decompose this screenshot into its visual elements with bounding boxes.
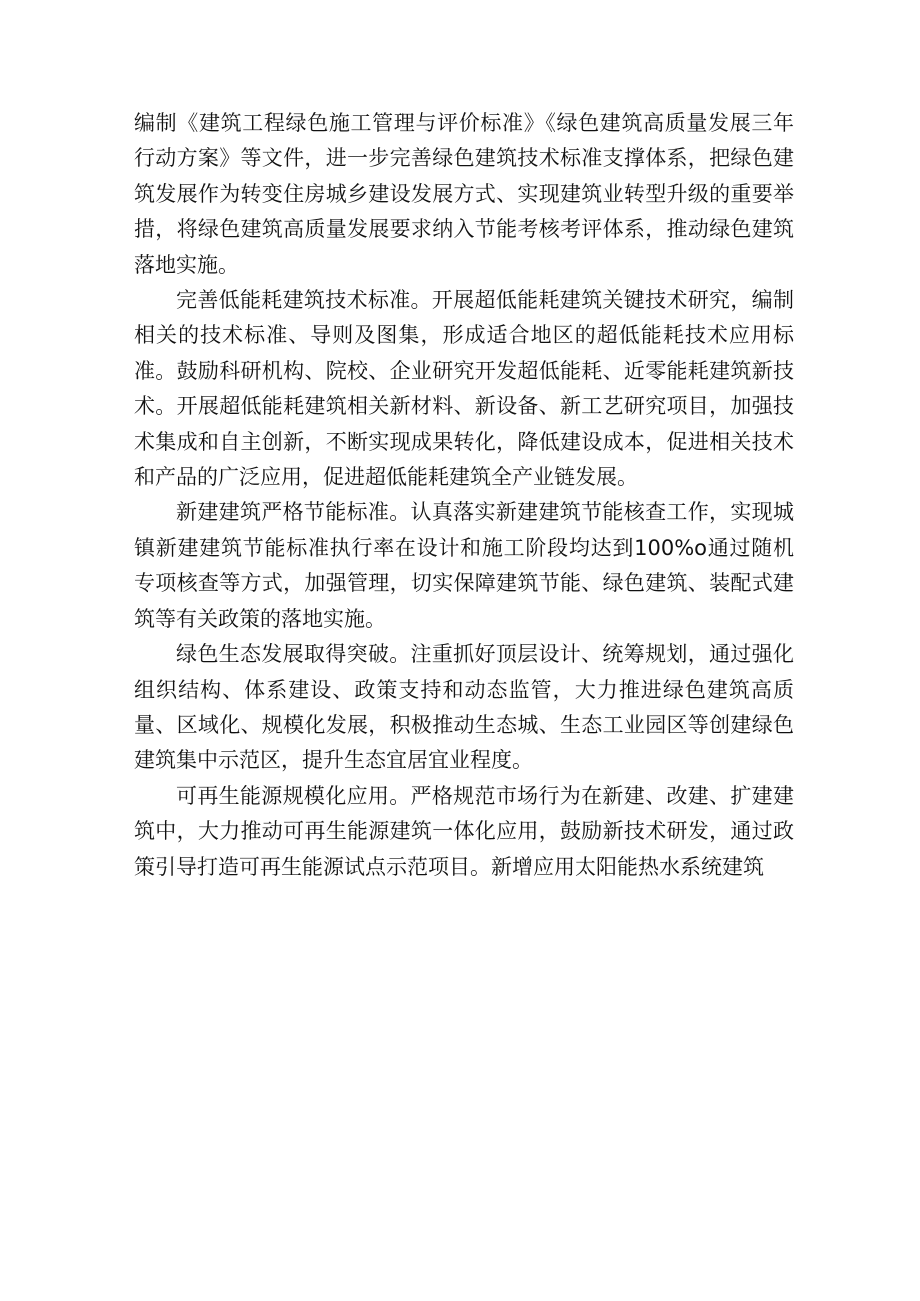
paragraph-5: 可再生能源规模化应用。严格规范市场行为在新建、改建、扩建建筑中，大力推动可再生能源建筑一体化应用，鼓励新技术研发，通过政策引导打造可再生能源试点示范项目。新增应用太阳能热水系统建筑	[134, 783, 794, 879]
paragraph-4: 绿色生态发展取得突破。注重抓好顶层设计、统筹规划，通过强化组织结构、体系建设、政策支持和动态监管，大力推进绿色建筑高质量、区域化、规模化发展，积极推动生态城、生态工业园区等创建绿色建筑集中示范区，提升生态宜居宜业程度。	[134, 642, 794, 773]
document-body	[134, 106, 794, 885]
paragraph-1: 编制《建筑工程绿色施工管理与评价标准》《绿色建筑高质量发展三年行动方案》等文件，进一步完善绿色建筑技术标准支撑体系，把绿色建筑发展作为转变住房城乡建设发展方式、实现建筑业转型升级的重要举措，将绿色建筑高质量发展要求纳入节能考核考评体系，推动绿色建筑落地实施。	[134, 111, 794, 277]
paragraph-3: 新建建筑严格节能标准。认真落实新建建筑节能核查工作，实现城镇新建建筑节能标准执行率在设计和施工阶段均达到100%o通过随机专项核查等方式，加强管理，切实保障建筑节能、绿色建筑、装配式建筑等有关政策的落地实施。	[134, 500, 794, 631]
paragraph-2: 完善低能耗建筑技术标准。开展超低能耗建筑关键技术研究，编制相关的技术标准、导则及图集，形成适合地区的超低能耗技术应用标准。鼓励科研机构、院校、企业研究开发超低能耗、近零能耗建筑新技术。开展超低能耗建筑相关新材料、新设备、新工艺研究项目，加强技术集成和自主创新，不断实现成果转化，降低建设成本，促进相关技术和产品的广泛应用，促进超低能耗建筑全产业链发展。	[134, 288, 794, 490]
